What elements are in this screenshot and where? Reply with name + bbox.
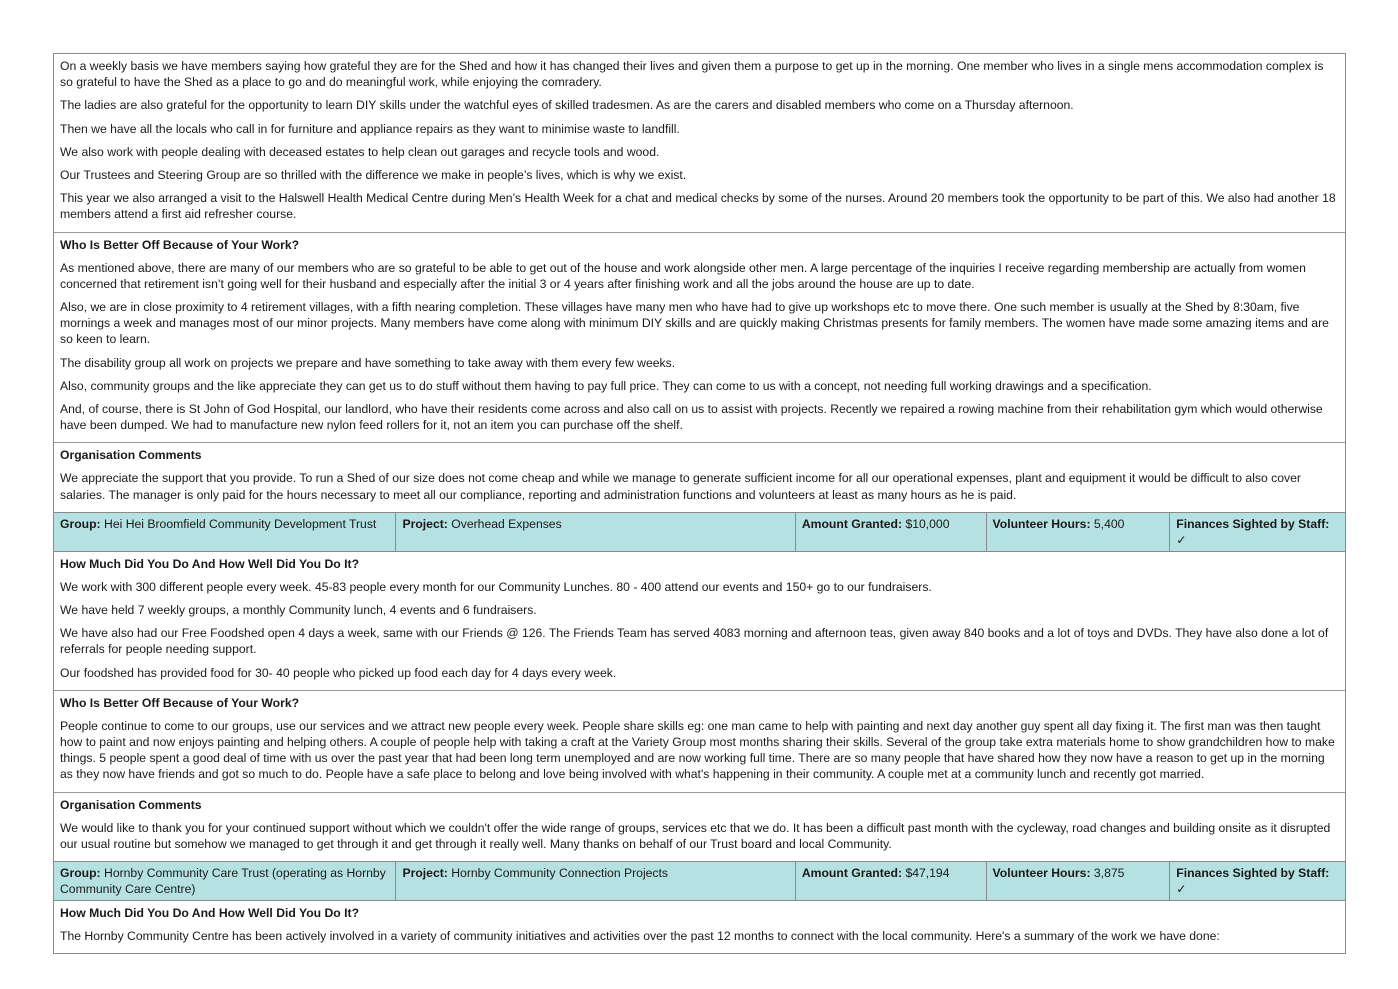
paragraph: We have also had our Free Foodshed open 4 days a week, same with our Friends @ 126. The Friends Team has served 4083 morning and afternoon teas, given away 840 books and a lot of toys and DVDs. They have also done a lot of referrals for people needing support.: [60, 626, 1329, 657]
group-cell: [54, 513, 395, 551]
organisation-comments-section: [54, 442, 1345, 511]
paragraph: People continue to come to our groups, use our services and we attract new people every week. People share skills eg: one man came to help with painting and next day another guy spent all day fixing it. The first man was then taught how to paint and now enjoys painting and helping others. A couple of people help with taking a craft at the Variety Group most months sharing their skills. Several of the group take extra materials home to show grandchildren how to make things. 5 people spent a good deal of time with us over the past year that had been long term unemployed and are now working full time. There are so many people that have shared how they now have a reason to get up in the morning as they now have friends and got so much to do. People have a safe place to belong and love being involved with what's happening in their community. A couple met at a community lunch and recently got married.: [60, 718, 1335, 782]
paragraph: The Hornby Community Centre has been actively involved in a variety of community initiatives and activities over the past 12 months to connect with the local community. Here's a summary of the work we have done:: [60, 929, 1220, 944]
finances-cell: [1169, 513, 1345, 551]
project-label: Project:: [402, 866, 448, 881]
amount-cell: [795, 862, 986, 900]
project-value: Hornby Community Connection Projects: [451, 866, 669, 881]
amount-value: $47,194: [905, 866, 950, 881]
check-icon: ✓: [1176, 532, 1187, 547]
finances-cell: [1169, 862, 1345, 900]
check-icon: ✓: [1176, 882, 1187, 897]
amount-label: Amount Granted:: [801, 866, 903, 881]
amount-cell: [795, 513, 986, 551]
hours-cell: [986, 862, 1170, 900]
paragraph: We have held 7 weekly groups, a monthly Community lunch, 4 events and 6 fundraisers.: [60, 603, 537, 618]
paragraph: Also, we are in close proximity to 4 retirement villages, with a fifth nearing completion. These villages have many men who have had to give up workshops etc to move there. One such member is usually at the Shed by 8:30am, five mornings a week and manages most of our minor projects. Many members have come along with minimum DIY skills and are quickly making Christmas presents for family members. The women have made some amazing items and are so keen to learn.: [60, 300, 1329, 347]
paragraph: We work with 300 different people every week. 45-83 people every month for our Community Lunches. 80 - 400 attend our events and 150+ go to our fundraisers.: [60, 579, 932, 594]
section-heading: Organisation Comments: [60, 797, 202, 812]
section-heading: How Much Did You Do And How Well Did You Do It?: [60, 906, 360, 921]
group-value: Hornby Community Care Trust (operating as Hornby Community Care Centre): [60, 866, 386, 897]
hours-cell: [986, 513, 1170, 551]
hours-value: 3,875: [1093, 866, 1125, 881]
paragraph: Our foodshed has provided food for 30- 40 people who picked up food each day for 4 days every week.: [60, 665, 617, 680]
paragraph: Then we have all the locals who call in for furniture and appliance repairs as they want to minimise waste to landfill.: [60, 121, 680, 136]
paragraph: The disability group all work on projects we prepare and have something to take away with them every few weeks.: [60, 355, 676, 370]
organisation-comments-section: [54, 792, 1345, 861]
group-label: Group:: [60, 516, 101, 531]
report-table: [53, 53, 1346, 954]
group-value: Hei Hei Broomfield Community Development Trust: [104, 516, 377, 531]
finances-label: Finances Sighted by Staff:: [1176, 516, 1330, 531]
project-cell: [395, 513, 794, 551]
who-better-off-section: [54, 232, 1345, 443]
paragraph: We would like to thank you for your continued support without which we couldn't offer the wide range of groups, services etc that we do. It has been a difficult past month with the cycleway, road changes and building onsite as it disrupted our usual routine but somehow we managed to get through it and get through it really well. Many thanks on behalf of our Trust board and local Community.: [60, 820, 1331, 851]
hours-value: 5,400: [1093, 516, 1125, 531]
outcomes-section: [54, 54, 1345, 232]
how-much-section: [54, 551, 1345, 690]
paragraph: This year we also arranged a visit to the Halswell Health Medical Centre during Men’s Health Week for a chat and medical checks by some of the nurses. Around 20 members took the opportunity to be part of this. We also had another 18 members attend a first aid refresher course.: [60, 191, 1336, 222]
who-better-off-section: [54, 690, 1345, 792]
paragraph: On a weekly basis we have members saying how grateful they are for the Shed and how it has changed their lives and given them a purpose to get up in the morning. One member who lives in a single mens accommodation complex is so grateful to have the Shed as a place to go and do meaningful work, while enjoying the comradery.: [60, 59, 1324, 90]
section-heading: Who Is Better Off Because of Your Work?: [60, 695, 300, 710]
group-label: Group:: [60, 866, 101, 881]
project-label: Project:: [402, 516, 448, 531]
paragraph: The ladies are also grateful for the opportunity to learn DIY skills under the watchful eyes of skilled tradesmen. As are the carers and disabled members who come on a Thursday afternoon.: [60, 98, 1074, 113]
paragraph: We also work with people dealing with deceased estates to help clean out garages and recycle tools and wood.: [60, 144, 660, 159]
paragraph: Our Trustees and Steering Group are so thrilled with the difference we make in people’s lives, which is why we exist.: [60, 168, 687, 183]
grant-summary-row: [54, 512, 1345, 551]
hours-label: Volunteer Hours:: [992, 516, 1091, 531]
group-cell: [54, 862, 395, 900]
section-heading: Who Is Better Off Because of Your Work?: [60, 237, 300, 252]
hours-label: Volunteer Hours:: [992, 866, 1091, 881]
how-much-section: [54, 900, 1345, 953]
project-value: Overhead Expenses: [451, 516, 562, 531]
paragraph: And, of course, there is St John of God Hospital, our landlord, who have their residents come across and also call on us to assist with projects. Recently we repaired a rowing machine from their rehabilitation gym which would otherwise have been dumped. We had to manufacture new nylon feed rollers for it, not an item you can purchase off the shelf.: [60, 402, 1323, 433]
section-heading: How Much Did You Do And How Well Did You Do It?: [60, 556, 360, 571]
paragraph: As mentioned above, there are many of our members who are so grateful to be able to get out of the house and work alongside other men. A large percentage of the inquiries I receive regarding membership are actually from women concerned that retirement isn’t going well for their husband and especially after the initial 3 or 4 years after finishing work and all the jobs around the house are up to date.: [60, 260, 1306, 291]
section-heading: Organisation Comments: [60, 448, 202, 463]
finances-label: Finances Sighted by Staff:: [1176, 866, 1330, 881]
paragraph: We appreciate the support that you provide. To run a Shed of our size does not come cheap and while we manage to generate sufficient income for all our operational expenses, plant and equipment it would be difficult to also cover salaries. The manager is only paid for the hours necessary to meet all our compliance, reporting and administration functions and volunteers at least as many hours as he is paid.: [60, 471, 1301, 502]
amount-label: Amount Granted:: [801, 516, 903, 531]
paragraph: Also, community groups and the like appreciate they can get us to do stuff without them having to pay full price. They can come to us with a concept, not needing full working drawings and a specification.: [60, 378, 1152, 393]
project-cell: [395, 862, 794, 900]
amount-value: $10,000: [905, 516, 950, 531]
grant-summary-row: [54, 861, 1345, 900]
